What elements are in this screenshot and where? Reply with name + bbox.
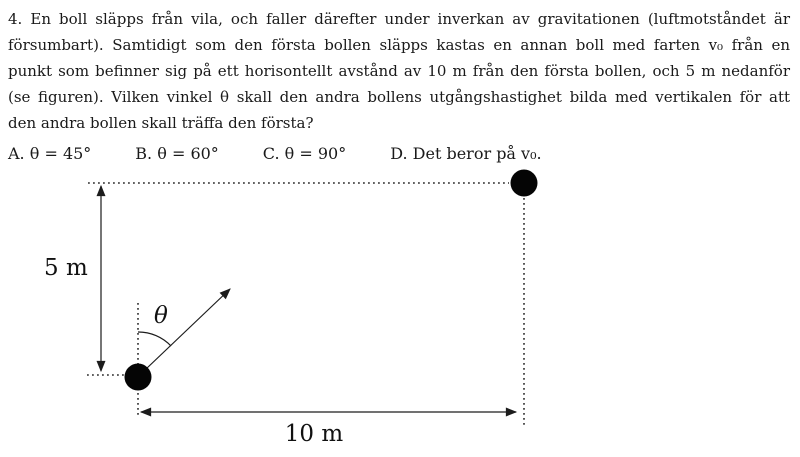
option-a: A. θ = 45° bbox=[8, 144, 92, 163]
horizontal-dimension-label: 10 m bbox=[284, 421, 344, 447]
problem-line-2: försumbart). Samtidigt som den första bollen släpps kastas en annan boll med farten v₀ från en bbox=[8, 36, 790, 54]
problem-statement bbox=[8, 6, 790, 136]
option-c: C. θ = 90° bbox=[262, 144, 347, 163]
problem-line-5: den andra bollen skall träffa den första? bbox=[8, 114, 314, 132]
problem-line-3: punkt som befinner sig på ett horisontellt avstånd av 10 m från den första bollen, och 5 m nedanför bbox=[8, 62, 790, 80]
angle-arc bbox=[138, 332, 171, 346]
vertical-dimension-label: 5 m bbox=[44, 255, 88, 281]
option-b: B. θ = 60° bbox=[135, 144, 219, 163]
option-d: D. Det beror på v₀. bbox=[390, 144, 542, 163]
angle-label: θ bbox=[154, 303, 168, 329]
answer-options bbox=[8, 142, 542, 166]
thrown-ball bbox=[125, 364, 152, 391]
problem-line-4: (se figuren). Vilken vinkel θ skall den andra bollens utgångshastighet bilda med vertikalen för att bbox=[8, 88, 790, 106]
projectile-figure bbox=[0, 165, 620, 457]
velocity-arrow bbox=[146, 289, 230, 369]
dropped-ball bbox=[511, 170, 538, 197]
problem-line-1: 4. En boll släpps från vila, och faller därefter under inverkan av gravitationen (luftmotståndet är bbox=[8, 10, 790, 28]
